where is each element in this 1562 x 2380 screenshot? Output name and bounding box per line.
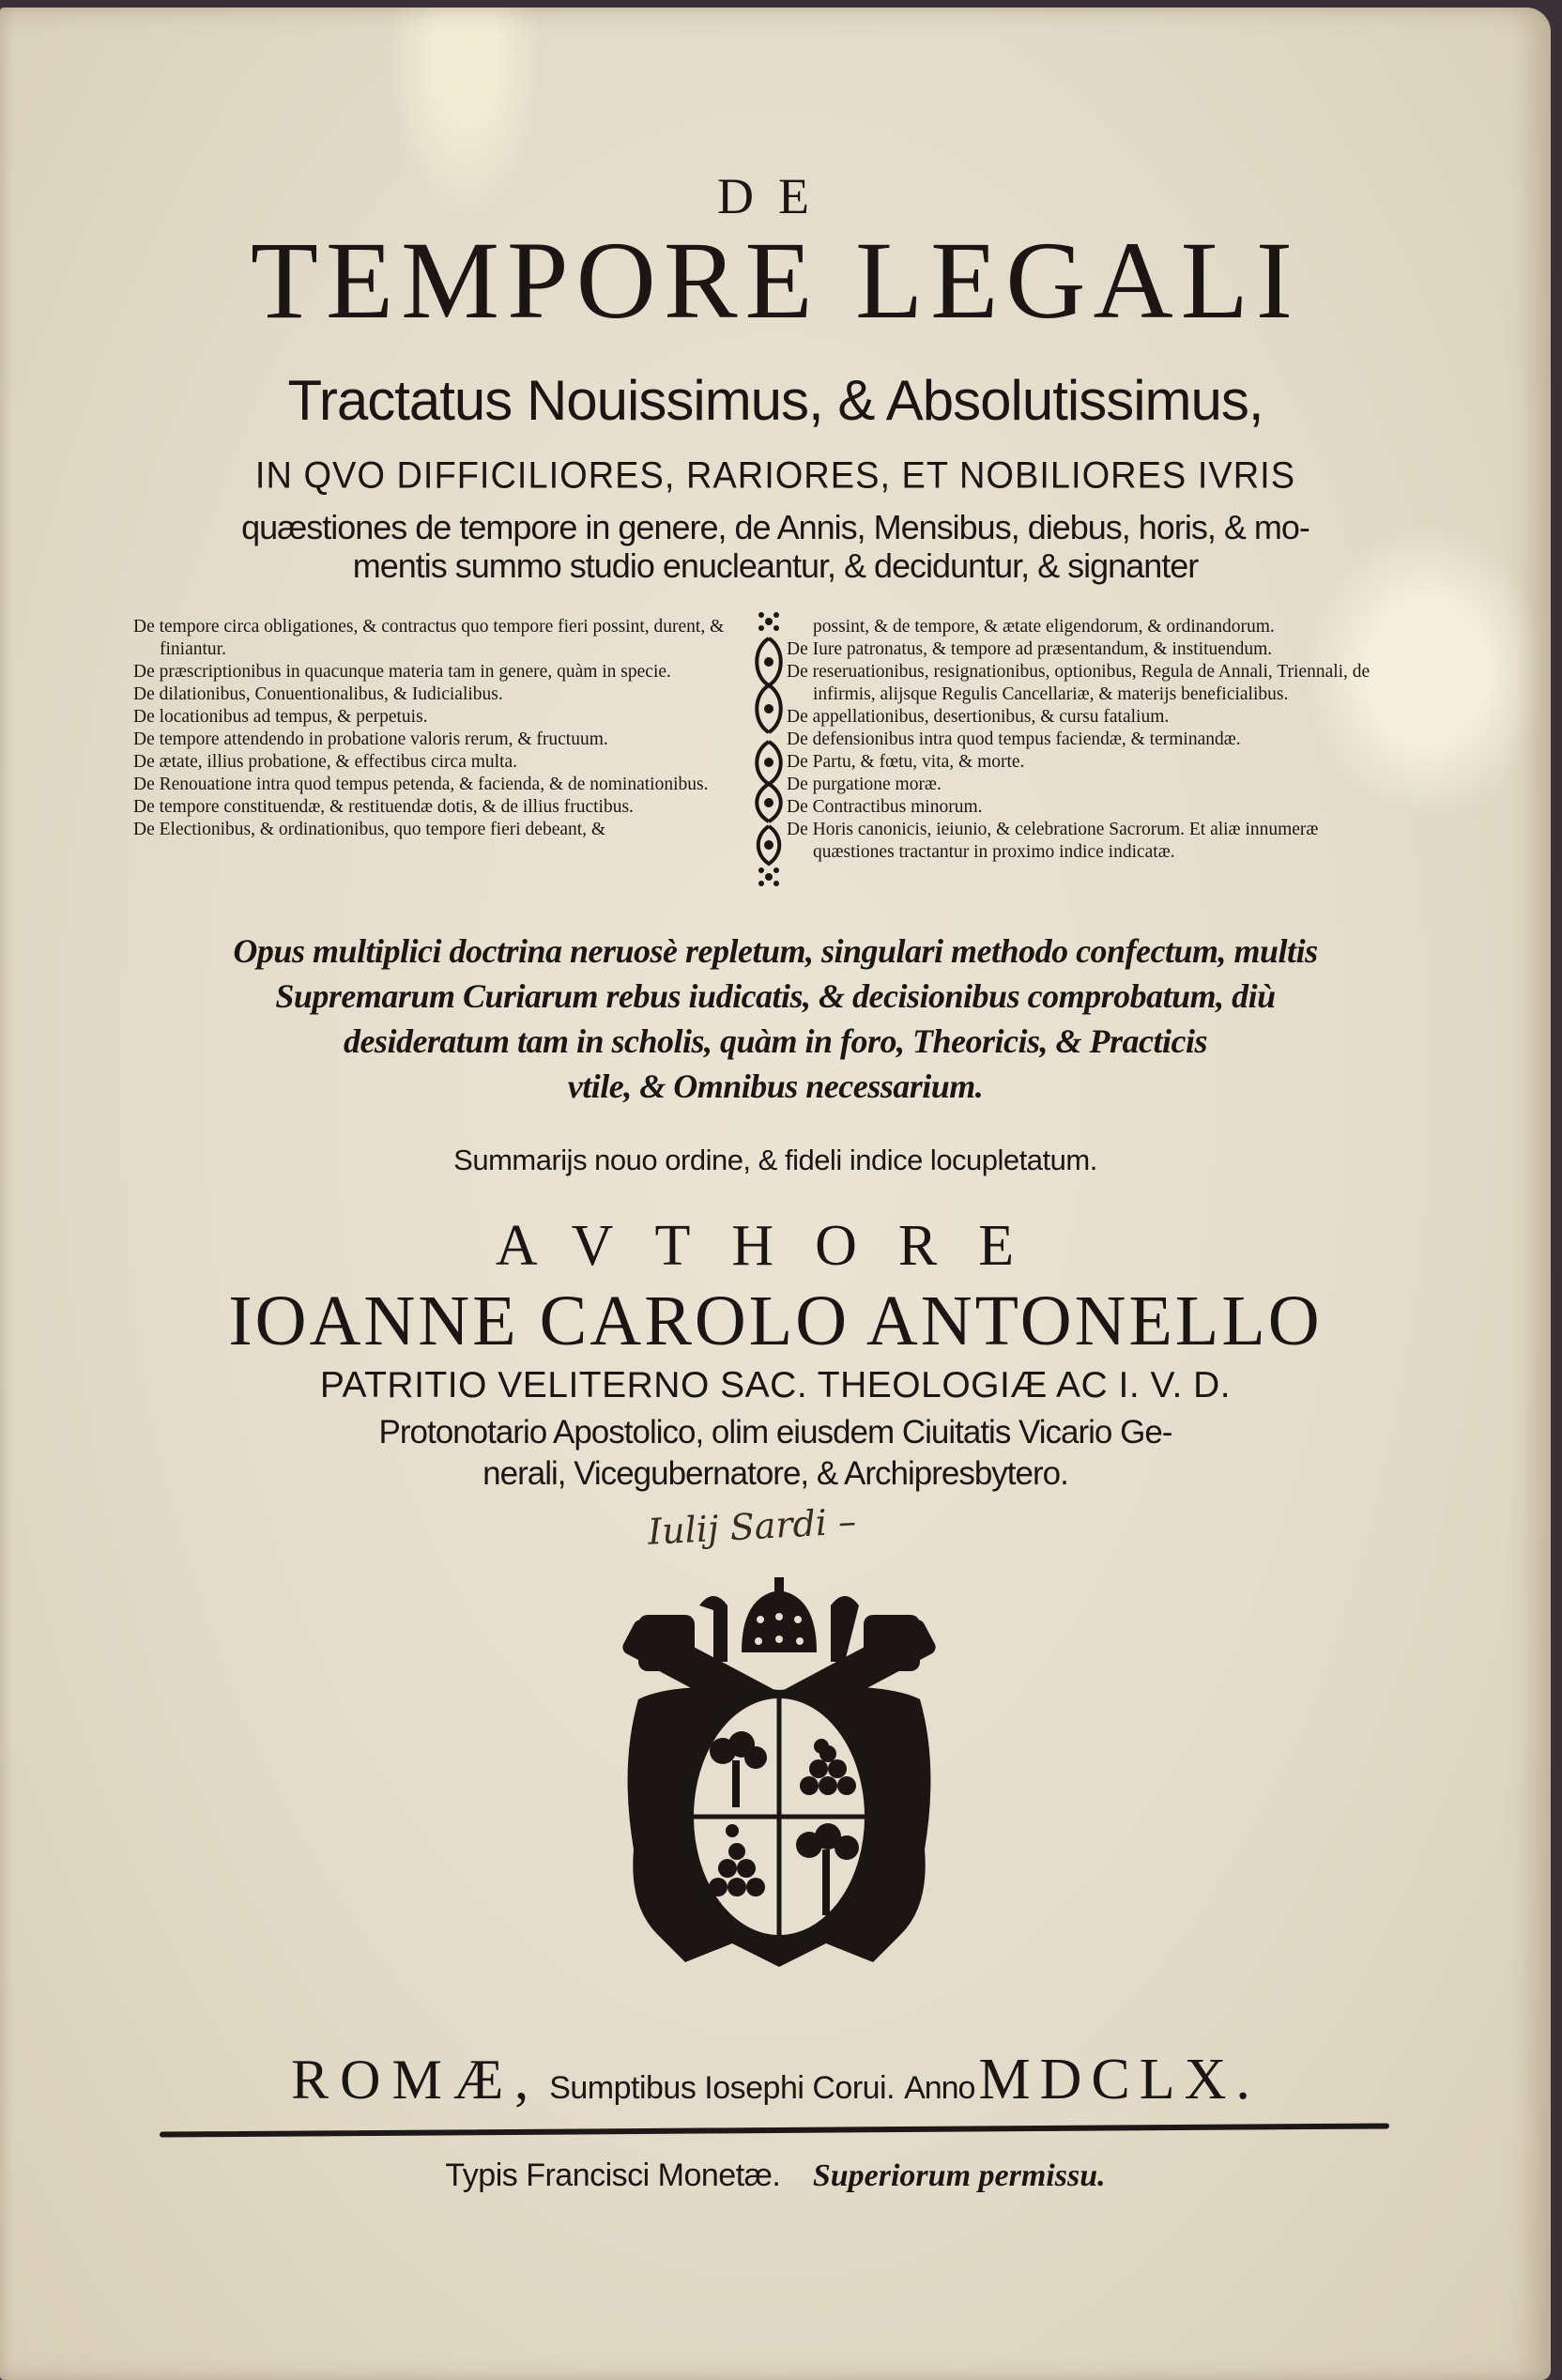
permission-note: Superiorum permissu. xyxy=(812,2158,1106,2193)
topic-item: De appellationibus, desertionibus, & cursu fatalium. xyxy=(787,707,1170,727)
summarijs-line: Summarijs nouo ordine, & fideli indice locupletatum. xyxy=(453,1144,1097,1176)
imprint-publisher: Sumptibus Iosephi Corui. xyxy=(549,2070,896,2106)
column-divider-ornament-icon xyxy=(745,610,792,888)
topic-item: possint, & de tempore, & ætate eligendorum, & ordinandorum. xyxy=(813,617,1275,637)
subtitle: Tractatus Nouissimus, & Absolutissimus, xyxy=(287,369,1263,432)
description-line-1: IN QVO DIFFICILIORES, RARIORES, ET NOBILIORES IVRIS xyxy=(254,454,1296,498)
author-name: IOANNE CAROLO ANTONELLO xyxy=(228,1282,1323,1360)
topic-item: De tempore constituendæ, & restituendæ dotis, & de illius fructibus. xyxy=(133,797,634,817)
printer-line xyxy=(0,2157,1551,2194)
author-offices-line-1: Protonotario Apostolico, olim eiusdem Ciuitatis Vicario Ge- xyxy=(378,1414,1172,1451)
imprint-line xyxy=(0,2047,1551,2113)
topic-item: De tempore attendendo in probatione valoris rerum, & fructuum. xyxy=(133,729,608,749)
title-de: DE xyxy=(717,168,834,224)
topic-item: De Iure patronatus, & tempore ad præsentandum, & instituendum. xyxy=(787,639,1273,659)
topic-item: De præscriptionibus in quacunque materia tam in genere, quàm in specie. xyxy=(133,662,671,682)
papal-coat-of-arms-icon xyxy=(601,1577,957,1972)
handwritten-signature: Iulij Sardi – xyxy=(647,1500,858,1553)
topics-right-column xyxy=(787,616,1378,864)
opus-line-2: Supremarum Curiarum rebus iudicatis, & decisionibus comprobatum, diù xyxy=(275,977,1276,1015)
title-page xyxy=(0,8,1551,2380)
horizontal-rule xyxy=(160,2123,1389,2137)
topics-left-column xyxy=(133,616,725,841)
topic-item: De dilationibus, Conuentionalibus, & Iudicialibus. xyxy=(133,684,503,704)
topic-item: De Partu, & fœtu, vita, & morte. xyxy=(787,752,1025,772)
authore-label: AVTHORE xyxy=(495,1214,1056,1278)
author-title: PATRITIO VELITERNO SAC. THEOLOGIÆ AC I. V. D. xyxy=(319,1365,1232,1405)
topic-item: De reseruationibus, resignationibus, optionibus, Regula de Annali, Triennali, de infirmis, alijsque Regulis Cancellariæ, & materijs beneficialibus. xyxy=(787,662,1371,704)
imprint-city: ROMÆ, xyxy=(291,2049,541,2111)
topic-item: De locationibus ad tempus, & perpetuis. xyxy=(133,707,428,727)
imprint-year: MDCLX. xyxy=(978,2048,1260,2111)
description-line-2: quæstiones de tempore in genere, de Annis, Mensibus, diebus, horis, & mo- xyxy=(241,508,1309,546)
topic-item: De Horis canonicis, ieiunio, & celebratione Sacrorum. Et aliæ innumeræ quæstiones tractantur in proximo indice indicatæ. xyxy=(787,820,1319,862)
topic-item: De defensionibus intra quod tempus faciendæ, & terminandæ. xyxy=(787,729,1241,749)
opus-line-4: vtile, & Omnibus necessarium. xyxy=(567,1067,984,1105)
description-line-3: mentis summo studio enucleantur, & deciduntur, & signanter xyxy=(352,546,1199,585)
topic-item: De Renouatione intra quod tempus petenda, & facienda, & de nominationibus. xyxy=(133,775,709,794)
imprint-anno-label: Anno xyxy=(904,2070,975,2106)
author-offices-line-2: nerali, Vicegubernatore, & Archipresbytero. xyxy=(482,1455,1068,1492)
topic-item: De purgatione moræ. xyxy=(787,775,942,794)
opus-line-1: Opus multiplici doctrina neruosè repletum, singulari methodo confectum, multis xyxy=(233,932,1318,970)
topic-item: De tempore circa obligationes, & contractus quo tempore fieri possint, durent, & finiantur. xyxy=(133,617,725,659)
topic-item: De Contractibus minorum. xyxy=(787,797,983,817)
topic-item: De ætate, illius probatione, & effectibus circa multa. xyxy=(133,752,518,772)
topic-item: De Electionibus, & ordinationibus, quo tempore fieri debeant, & xyxy=(133,820,606,839)
main-title: TEMPORE LEGALI xyxy=(250,219,1301,342)
printer-name: Typis Francisci Monetæ. xyxy=(445,2157,781,2193)
opus-line-3: desideratum tam in scholis, quàm in foro, Theoricis, & Practicis xyxy=(343,1022,1208,1060)
